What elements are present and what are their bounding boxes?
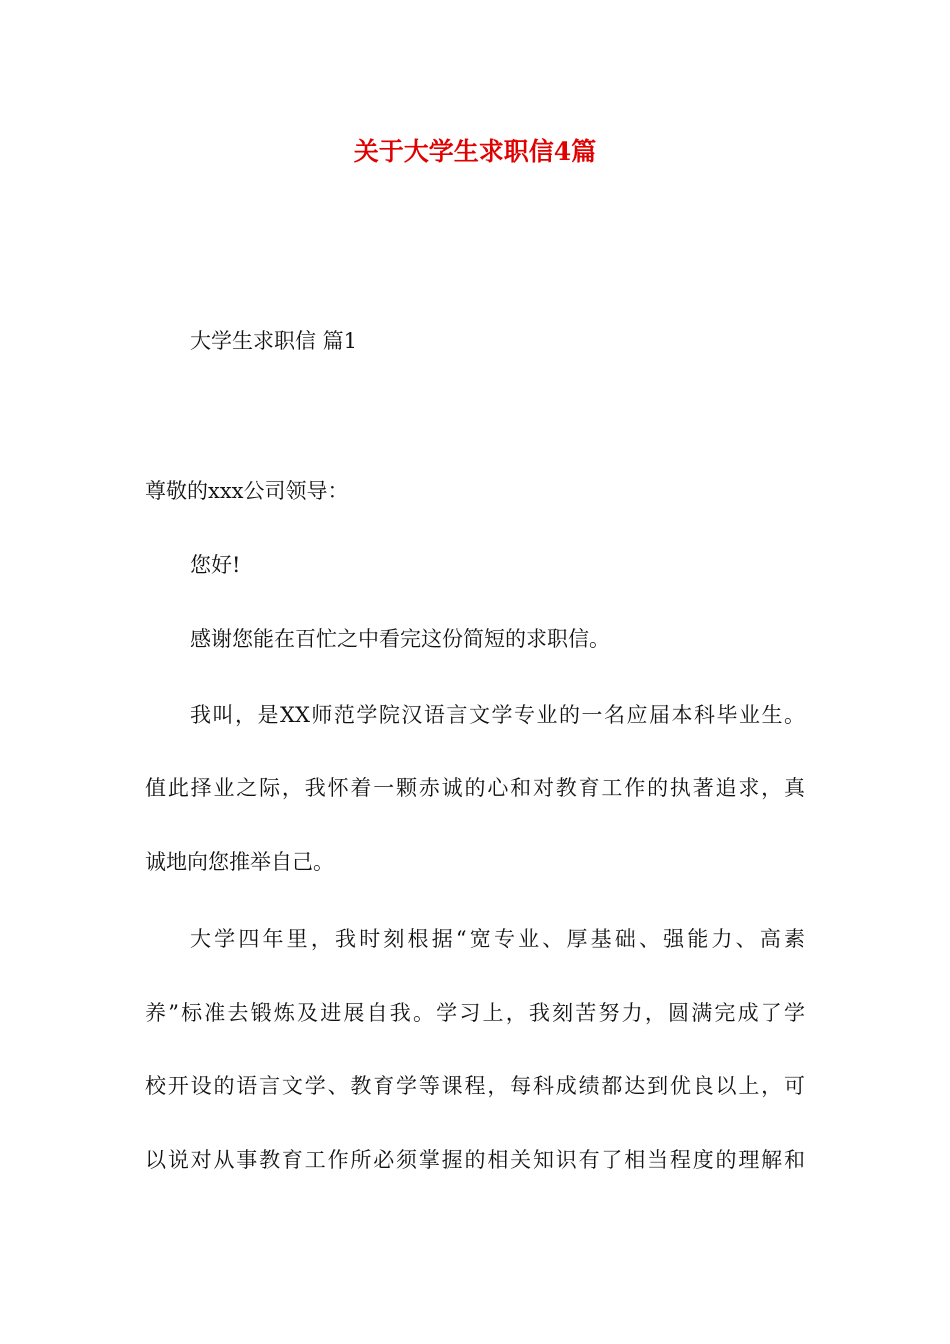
- paragraph-line: 校开设的语言文学、教育学等课程，每科成绩都达到优良以上，可: [145, 1074, 805, 1098]
- salutation: 尊敬的xxx公司领导：: [145, 479, 349, 503]
- paragraph-line: 我叫，是XX师范学院汉语言文学专业的一名应届本科毕业生。: [190, 703, 805, 727]
- paragraph-line: 感谢您能在百忙之中看完这份简短的求职信。: [190, 627, 610, 651]
- paragraph-line: 诚地向您推举自己。: [145, 850, 334, 874]
- section-heading: 大学生求职信 篇1: [190, 329, 358, 353]
- greeting: 您好!: [190, 553, 241, 577]
- paragraph-line: 值此择业之际，我怀着一颗赤诚的心和对教育工作的执著追求，真: [145, 776, 805, 800]
- document-title: 关于大学生求职信4篇: [353, 137, 597, 166]
- paragraph-line: 以说对从事教育工作所必须掌握的相关知识有了相当程度的理解和: [145, 1148, 805, 1172]
- paragraph-line: 大学四年里，我时刻根据“宽专业、厚基础、强能力、高素: [190, 927, 805, 951]
- paragraph-line: 养”标准去锻炼及进展自我。学习上，我刻苦努力，圆满完成了学: [145, 1001, 805, 1025]
